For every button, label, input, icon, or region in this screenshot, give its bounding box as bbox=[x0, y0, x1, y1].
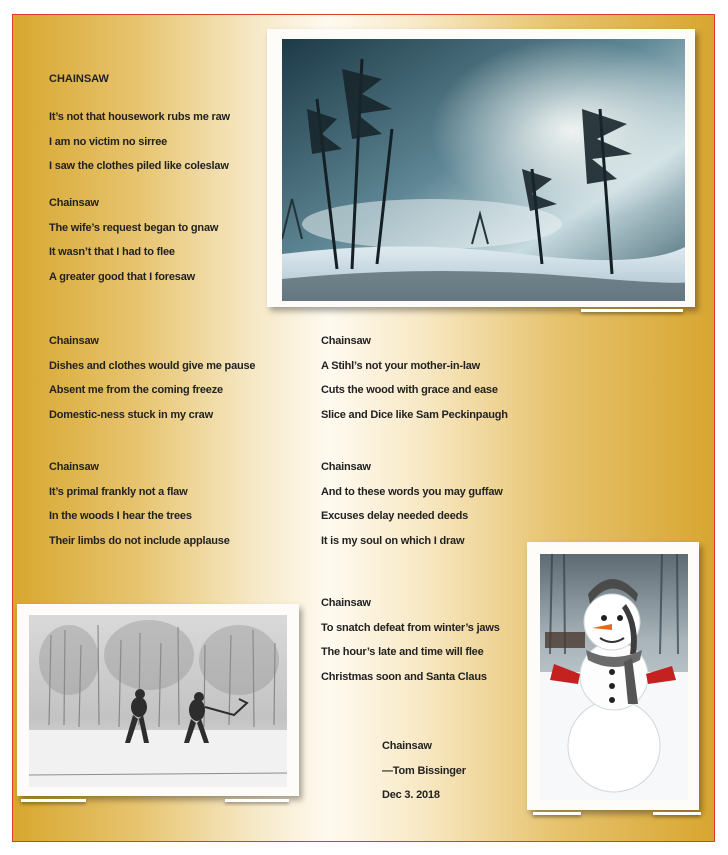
poem-line: Slice and Dice like Sam Peckinpaugh bbox=[321, 408, 508, 421]
poem-line: Chainsaw bbox=[49, 335, 99, 347]
poem-line: It’s not that housework rubs me raw bbox=[49, 111, 230, 123]
stanza-2 bbox=[49, 196, 218, 294]
signature-block bbox=[382, 739, 466, 813]
poem-line: Dishes and clothes would give me pause bbox=[49, 359, 256, 372]
poem-title: CHAINSAW bbox=[49, 73, 109, 85]
poem-line: In the woods I hear the trees bbox=[49, 510, 192, 523]
stanza-6 bbox=[321, 460, 503, 558]
poem-line: I saw the clothes piled like coleslaw bbox=[49, 160, 229, 173]
snowy-forest-photo bbox=[282, 39, 685, 301]
poem-line: It’s primal frankly not a flaw bbox=[49, 485, 188, 498]
top-photo-underline bbox=[581, 309, 683, 312]
bottom-left-underline bbox=[21, 799, 86, 802]
poem-line: Their limbs do not include applause bbox=[49, 534, 230, 547]
snowman-photo bbox=[540, 554, 688, 800]
poem-line: Chainsaw bbox=[49, 197, 99, 209]
bottom-right-underline-2 bbox=[653, 812, 701, 815]
poem-line: Cuts the wood with grace and ease bbox=[321, 384, 498, 397]
poem-line: I am no victim no sirree bbox=[49, 135, 168, 148]
figures-in-snowstorm-photo bbox=[29, 615, 287, 787]
poem-line: Chainsaw bbox=[321, 461, 371, 473]
poem-line: A Stihl’s not your mother-in-law bbox=[321, 359, 481, 372]
poem-line: It wasn’t that I had to flee bbox=[49, 246, 175, 259]
poem-line: The hour’s late and time will flee bbox=[321, 646, 484, 659]
poem-line: It is my soul on which I draw bbox=[321, 534, 465, 547]
bottom-right-underline bbox=[533, 812, 581, 815]
poem-line: A greater good that I foresaw bbox=[49, 270, 195, 283]
closing-line: Chainsaw bbox=[382, 740, 432, 752]
poem-line: And to these words you may guffaw bbox=[321, 485, 503, 498]
poem-line: Domestic-ness stuck in my craw bbox=[49, 408, 213, 421]
bottom-left-underline-2 bbox=[225, 799, 289, 802]
stanza-4 bbox=[49, 460, 230, 558]
poem-line: Chainsaw bbox=[49, 461, 99, 473]
poem-line: Chainsaw bbox=[321, 597, 371, 609]
poem-line: Chainsaw bbox=[321, 335, 371, 347]
stanza-1 bbox=[49, 110, 230, 184]
poem-line: Christmas soon and Santa Claus bbox=[321, 670, 487, 683]
poem-page bbox=[12, 14, 715, 842]
poem-line: Excuses delay needed deeds bbox=[321, 510, 469, 523]
poem-line: Absent me from the coming freeze bbox=[49, 384, 223, 397]
stanza-5 bbox=[321, 334, 508, 432]
stanza-3 bbox=[49, 334, 255, 432]
date-line: Dec 3. 2018 bbox=[382, 789, 440, 802]
author-line: —Tom Bissinger bbox=[382, 764, 466, 777]
poem-line: To snatch defeat from winter’s jaws bbox=[321, 621, 500, 634]
poem-line: The wife’s request began to gnaw bbox=[49, 221, 219, 234]
stanza-7 bbox=[321, 596, 500, 694]
